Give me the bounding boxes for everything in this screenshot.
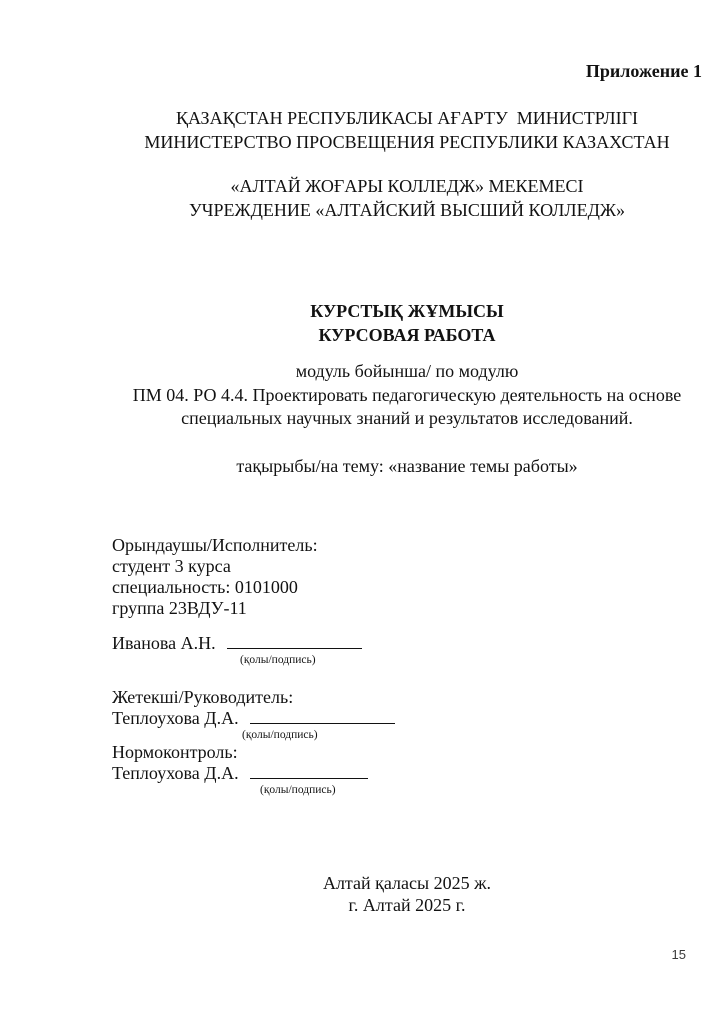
supervisor-block <box>112 687 702 797</box>
executor-specialty-line: специальность: 0101000 <box>112 577 298 597</box>
executor-signature-row <box>112 633 702 654</box>
module-block <box>112 360 702 431</box>
institution-block <box>112 175 702 222</box>
city-year-russian: г. Алтай 2025 г. <box>348 894 466 915</box>
module-name-line-1: ПМ 04. РО 4.4. Проектировать педагогическую деятельность на основе <box>132 384 682 405</box>
normcontrol-heading: Нормоконтроль: <box>112 742 238 762</box>
executor-block <box>112 535 702 619</box>
institution-line-kazakh: «АЛТАЙ ЖОҒАРЫ КОЛЛЕДЖ» МЕКЕМЕСІ <box>230 176 584 196</box>
executor-signature-line <box>227 633 362 649</box>
module-name-line-2: специальных научных знаний и результатов исследований. <box>181 408 633 428</box>
normcontrol-signature-line <box>250 763 368 779</box>
executor-signature-caption: (қолы/подпись) <box>240 654 316 666</box>
executor-heading: Орындаушы/Исполнитель: <box>112 535 318 555</box>
work-title-kazakh: КУРСТЫҚ ЖҰМЫСЫ <box>310 301 504 321</box>
normcontrol-signature-row <box>112 763 702 784</box>
normcontrol-signature-caption: (қолы/подпись) <box>260 784 336 796</box>
executor-course-line: студент 3 курса <box>112 556 231 576</box>
supervisor-signature-caption: (қолы/подпись) <box>242 729 318 741</box>
city-year-block <box>112 873 702 916</box>
module-intro-line: модуль бойынша/ по модулю <box>295 361 519 381</box>
institution-line-russian: УЧРЕЖДЕНИЕ «АЛТАЙСКИЙ ВЫСШИЙ КОЛЛЕДЖ» <box>189 199 625 220</box>
ministry-line-russian: МИНИСТЕРСТВО ПРОСВЕЩЕНИЯ РЕСПУБЛИКИ КАЗАХСТАН <box>144 131 670 152</box>
ministry-line-kazakh: ҚАЗАҚСТАН РЕСПУБЛИКАСЫ АҒАРТУ МИНИСТРЛІГІ <box>176 108 638 128</box>
page-number: 15 <box>671 947 686 962</box>
executor-name: Иванова А.Н. <box>112 633 216 653</box>
supervisor-heading: Жетекші/Руководитель: <box>112 687 294 707</box>
theme-line: тақырыбы/на тему: «название темы работы» <box>236 455 578 476</box>
supervisor-name: Теплоухова Д.А. <box>112 708 239 728</box>
executor-group-line: группа 23ВДУ-11 <box>112 598 247 618</box>
supervisor-signature-row <box>112 708 702 729</box>
work-title-russian: КУРСОВАЯ РАБОТА <box>318 324 496 345</box>
supervisor-signature-line <box>250 708 395 724</box>
appendix-label: Приложение 1 <box>585 61 702 81</box>
normcontrol-name: Теплоухова Д.А. <box>112 763 239 783</box>
city-year-kazakh: Алтай қаласы 2025 ж. <box>322 873 492 893</box>
ministry-block <box>112 107 702 154</box>
work-title-block <box>112 300 702 347</box>
